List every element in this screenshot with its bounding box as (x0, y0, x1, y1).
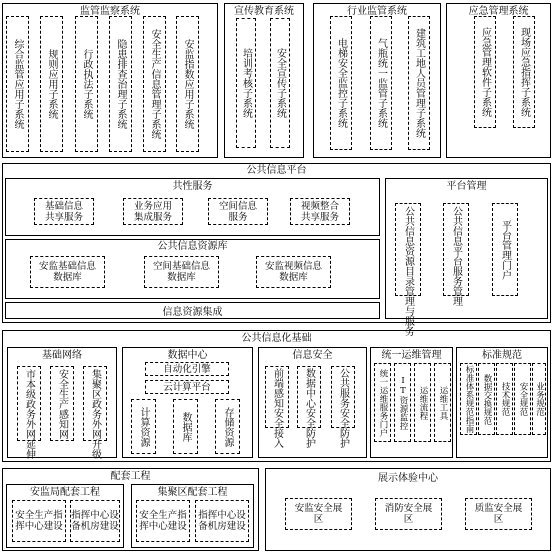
showroom-title: 展示体验中心 (378, 473, 438, 484)
monitor-item-1: 综合监管应用子系统 (6, 16, 29, 152)
public-info-platform-title: 公共信息平台 (246, 165, 307, 176)
security-item-3: 公共服务安全防护 (331, 366, 355, 428)
unified-ops-title: 统一运维管理 (381, 350, 442, 361)
education-item-1: 培训考核子系统 (236, 18, 256, 148)
ops-item-2: IT资源监控 (394, 363, 411, 442)
basic-network-title: 基础网络 (42, 350, 82, 361)
ops-item-1: 统一运维服务门户 (374, 363, 391, 442)
industry-system-title: 行业监管系统 (347, 6, 407, 17)
emergency-system-title: 应急管理系统 (468, 6, 529, 17)
resource-item-3: 安监视频信息数据库 (256, 256, 331, 288)
industry-item-1: 电梯安全监控子系统 (330, 16, 352, 150)
standards-title: 标准规范 (482, 350, 522, 361)
datacenter-item-2: 数据库 (173, 399, 198, 454)
showroom-item-2: 消防安全展区 (375, 498, 442, 530)
monitor-item-3: 行政执法子系统 (75, 16, 98, 152)
network-item-1: 市本级政务外网延伸 (17, 366, 41, 441)
emergency-item-1: 应急管理软件子系统 (474, 16, 496, 128)
industry-item-3: 建筑工地人员管理子系统 (408, 16, 430, 150)
cluster-works-title: 集聚区配套工程 (157, 487, 228, 498)
resource-library-title: 公共信息资源库 (157, 241, 228, 252)
education-item-2: 安全宣传子系统 (270, 18, 290, 148)
standard-item-4: 安全规范 (514, 363, 531, 435)
standard-item-3: 技术规范 (496, 363, 513, 435)
monitor-item-5: 安全生产信息管理子系统 (143, 16, 166, 152)
automation-engine: 自动化引擎 (145, 362, 229, 376)
monitor-item-4: 隐患排查治理子系统 (109, 16, 132, 152)
platform-management-title: 平台管理 (446, 181, 487, 192)
cluster-item-2: 指挥中心设备机房建设 (195, 500, 249, 542)
security-item-1: 前端感知安全接入 (265, 366, 289, 428)
resource-item-1: 安监基础信息数据库 (30, 256, 105, 288)
mgmt-item-3: 平台管理门户 (492, 203, 518, 296)
ops-item-4: 运维工具 (434, 363, 451, 442)
industry-item-2: 气瓶统一监管子系统 (370, 16, 392, 150)
safety-item-1: 安全生产指挥中心建设 (12, 500, 66, 542)
data-center-title: 数据中心 (167, 350, 208, 361)
showroom-item-3: 质监安全展区 (465, 498, 532, 530)
shared-item-2: 业务应用集成服务 (123, 198, 183, 225)
cloud-platform: 云计算平台 (145, 380, 229, 394)
security-item-2: 数据中心安全防护 (297, 366, 321, 428)
cluster-item-1: 安全生产指挥中心建设 (136, 500, 190, 542)
mgmt-item-1: 公共信息资源目录管理与服务 (395, 203, 421, 296)
resource-integration: 信息资源集成 (5, 302, 380, 319)
resource-item-2: 空间基础信息数据库 (144, 256, 219, 288)
shared-item-1: 基础信息共享服务 (34, 198, 94, 225)
standard-item-2: 数据交换规范 (478, 363, 495, 435)
public-infra-title: 公共信息化基础 (241, 333, 312, 344)
network-item-2: 安全生产感知网 (50, 366, 74, 441)
safety-item-2: 指挥中心设备机房建设 (70, 500, 120, 542)
shared-services-title: 共性服务 (172, 181, 213, 192)
standard-item-1: 标准体系规范指南 (460, 363, 477, 435)
info-security-title: 信息安全 (292, 350, 333, 361)
mgmt-item-2: 公共信息平台服务管理 (443, 203, 469, 296)
datacenter-item-1: 计算资源 (131, 399, 156, 454)
datacenter-item-3: 存储资源 (215, 399, 240, 454)
ops-item-3: 运维流程 (414, 363, 431, 442)
emergency-system (446, 3, 551, 158)
safety-bureau-works-title: 安监局配套工程 (30, 487, 100, 498)
monitor-item-6: 安监指数应用子系统 (176, 16, 199, 152)
supporting-works-title: 配套工程 (110, 471, 151, 482)
showroom-item-1: 安监安全展区 (285, 498, 352, 530)
education-system-title: 宣传教育系统 (234, 6, 294, 17)
shared-item-3: 空间信息服务 (208, 198, 268, 225)
monitor-system-title: 监管监察系统 (80, 6, 140, 17)
emergency-item-2: 现场应急指挥子系统 (513, 16, 535, 128)
standard-item-5: 业务规范 (532, 363, 546, 435)
shared-item-4: 视频整合共享服务 (290, 198, 350, 225)
monitor-item-2: 规则应用子系统 (40, 16, 63, 152)
network-item-3: 集聚区政务外网升级 (83, 366, 107, 441)
